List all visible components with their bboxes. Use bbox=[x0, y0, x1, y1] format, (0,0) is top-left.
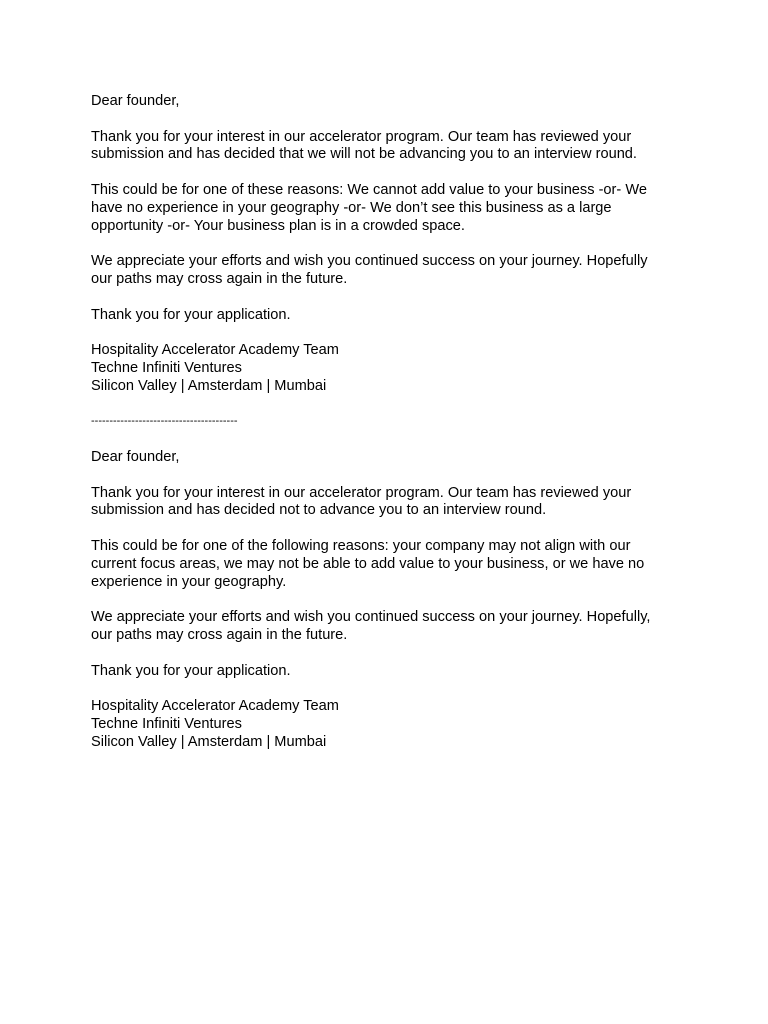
paragraph: We appreciate your efforts and wish you continued success on your journey. Hopefully, our paths may cross again in the future. bbox=[91, 609, 651, 643]
letter-2 bbox=[91, 449, 691, 752]
spacer bbox=[91, 235, 691, 253]
paragraph: This could be for one of the following reasons: your company may not align with our current focus areas, we may not be able to add value to your business, or we have no experience in your geography. bbox=[91, 537, 645, 590]
spacer bbox=[91, 431, 691, 449]
signature-locations: Silicon Valley | Amsterdam | Mumbai bbox=[91, 377, 327, 394]
greeting: Dear founder, bbox=[91, 93, 180, 109]
separator-line: ---------------------------------------- bbox=[91, 415, 238, 428]
closing-line: Thank you for your application. bbox=[91, 306, 291, 323]
greeting: Dear founder, bbox=[91, 448, 180, 465]
spacer bbox=[91, 591, 691, 609]
spacer bbox=[91, 289, 691, 307]
spacer bbox=[91, 645, 691, 663]
spacer bbox=[91, 520, 691, 538]
paragraph: Thank you for your interest in our accelerator program. Our team has reviewed your submission and has decided that we will not be advancing you to an interview round. bbox=[91, 128, 637, 163]
signature-block bbox=[91, 698, 691, 751]
spacer bbox=[91, 467, 691, 485]
signature-locations: Silicon Valley | Amsterdam | Mumbai bbox=[91, 733, 327, 750]
signature-block bbox=[91, 342, 691, 395]
document-page bbox=[91, 93, 691, 751]
spacer bbox=[91, 396, 691, 414]
paragraph: This could be for one of these reasons: We cannot add value to your business -or- We have no experience in your geography -or- We don’t see this business as a large opportunity -or- Your business plan is in a crowded space. bbox=[91, 181, 647, 234]
spacer bbox=[91, 324, 691, 342]
signature-company: Techne Infiniti Ventures bbox=[91, 715, 242, 732]
paragraph: Thank you for your interest in our accelerator program. Our team has reviewed your submission and has decided not to advance you to an interview round. bbox=[91, 484, 632, 519]
paragraph: We appreciate your efforts and wish you continued success on your journey. Hopefully our paths may cross again in the future. bbox=[91, 253, 648, 287]
spacer bbox=[91, 680, 691, 698]
signature-company: Techne Infiniti Ventures bbox=[91, 359, 242, 376]
spacer bbox=[91, 164, 691, 182]
signature-team: Hospitality Accelerator Academy Team bbox=[91, 342, 339, 359]
closing-line: Thank you for your application. bbox=[91, 662, 291, 679]
spacer bbox=[91, 111, 691, 129]
signature-team: Hospitality Accelerator Academy Team bbox=[91, 698, 339, 715]
letter-1 bbox=[91, 93, 691, 396]
